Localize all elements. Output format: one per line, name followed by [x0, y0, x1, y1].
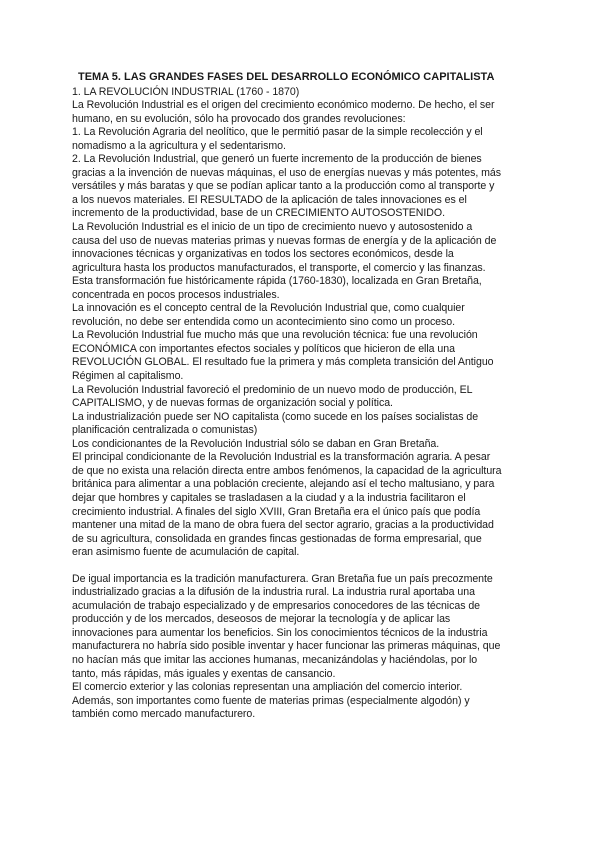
text-line: también como mercado manufacturero. — [72, 708, 256, 721]
text-line: La innovación es el concepto central de la Revolución Industrial que, como cualquier — [72, 302, 465, 315]
text-line: a los nuevos materiales. El RESULTADO de la aplicación de tales innovaciones es el — [72, 193, 467, 206]
text-line: dejar que hombres y capitales se trasladasen a la ciudad y a la industria facilitaron el — [72, 491, 466, 504]
text-line: de su agricultura, consolidada en grandes fincas gestionadas de forma empresarial, que — [72, 532, 482, 545]
text-line: CAPITALISMO, y de nuevas formas de organización social y política. — [72, 397, 393, 410]
text-line: REVOLUCIÓN GLOBAL. El resultado fue la primera y más completa transición del Antiguo — [72, 356, 494, 369]
text-line: gracias a la invención de nuevas máquinas, el uso de energías nuevas y más potentes, más — [72, 166, 502, 179]
text-line: La industrialización puede ser NO capitalista (como sucede en los países socialistas de — [72, 410, 479, 423]
text-line: agricultura hasta los productos manufacturados, el transporte, el comercio y las finanzas. — [72, 261, 486, 274]
text-line: causa del uso de nuevas materias primas y nuevas formas de energía y de la aplicación de — [72, 234, 497, 247]
text-line: El comercio exterior y las colonias representan una ampliación del comercio interior. — [72, 681, 463, 694]
document-title: TEMA 5. LAS GRANDES FASES DEL DESARROLLO ECONÓMICO CAPITALISTA — [78, 71, 495, 83]
text-line: De igual importancia es la tradición manufacturera. Gran Bretaña fue un país precozmente — [72, 572, 493, 585]
text-line: innovaciones técnicas y organizativas en todos los sectores económicos, desde la — [72, 248, 454, 261]
text-line: concentrada en pocos procesos industriales. — [72, 288, 280, 301]
section-revolucion-industrial — [72, 86, 532, 560]
text-line: incremento de la productividad, base de un CRECIMIENTO AUTOSOSTENIDO. — [72, 207, 445, 220]
text-line: nomadismo a la agricultura y el sedentarismo. — [72, 139, 286, 152]
text-line: industrializado gracias a la difusión de la industria rural. La industria rural aportaba una — [72, 586, 475, 599]
text-line: La Revolución Industrial es el inicio de un tipo de crecimiento nuevo y autosostenido a — [72, 221, 473, 234]
section-tradicion-manufacturera — [72, 573, 532, 722]
text-line: Régimen al capitalismo. — [72, 370, 184, 383]
text-line: La Revolución Industrial favoreció el predominio de un nuevo modo de producción, EL — [72, 383, 473, 396]
text-line: ECONÓMICA con importantes efectos sociales y políticos que hicieron de ella una — [72, 342, 455, 355]
text-line: planificación centralizada o comunistas) — [72, 424, 258, 437]
text-line: acumulación de trabajo especializado y de empresarios conocedores de las técnicas de — [72, 599, 481, 612]
text-line: 1. La Revolución Agraria del neolítico, que le permitió pasar de la simple recolección y el — [72, 126, 483, 139]
text-line: no hacían más que imitar las acciones humanas, mecanizándolas y haciéndolas, por lo — [72, 653, 478, 666]
text-line: de que no exista una relación directa entre ambos fenómenos, la capacidad de la agricultura — [72, 464, 502, 477]
text-line: innovaciones para aumentar los beneficios. Sin los conocimientos técnicos de la industria — [72, 626, 488, 639]
text-line: tanto, más rápidas, más iguales y exentas de cansancio. — [72, 667, 336, 680]
text-line: La Revolución Industrial es el origen del crecimiento económico moderno. De hecho, el ser — [72, 99, 495, 112]
paragraph-gap — [72, 560, 532, 573]
text-line: crecimiento industrial. A finales del siglo XVIII, Gran Bretaña era el único país que podía — [72, 505, 481, 518]
text-line: 1. LA REVOLUCIÓN INDUSTRIAL (1760 - 1870) — [72, 85, 300, 98]
text-line: La Revolución Industrial fue mucho más que una revolución técnica: fue una revolución — [72, 329, 478, 342]
text-line: manufacturera no habría sido posible inventar y hacer funcionar las primeras máquinas, que — [72, 640, 501, 653]
text-line: Además, son importantes como fuente de materias primas (especialmente algodón) y — [72, 694, 470, 707]
text-line: Esta transformación fue históricamente rápida (1760-1830), localizada en Gran Bretaña, — [72, 275, 482, 288]
text-line: producción y de los mercados, deseosos de mejorar la tecnología y de aplicar las — [72, 613, 451, 626]
text-line: humano, en su evolución, sólo ha provocado dos grandes revoluciones: — [72, 112, 406, 125]
text-line: Los condicionantes de la Revolución Industrial sólo se daban en Gran Bretaña. — [72, 437, 440, 450]
text-line: eran asimismo fuente de acumulación de capital. — [72, 546, 300, 559]
text-line: revolución, no debe ser entendida como un acontecimiento sino como un proceso. — [72, 315, 456, 328]
document-body — [72, 71, 532, 722]
text-line: El principal condicionante de la Revolución Industrial es la transformación agraria. A pesar — [72, 451, 491, 464]
text-line: 2. La Revolución Industrial, que generó un fuerte incremento de la producción de bienes — [72, 153, 482, 166]
text-line: británica para alimentar a una población creciente, alejando así el techo maltusiano, y para — [72, 478, 495, 491]
text-line: versátiles y más baratas y que se podían aplicar tanto a la producción como al transporte y — [72, 180, 495, 193]
text-line: mantener una mitad de la mano de obra fuera del sector agrario, gracias a la productividad — [72, 519, 494, 532]
